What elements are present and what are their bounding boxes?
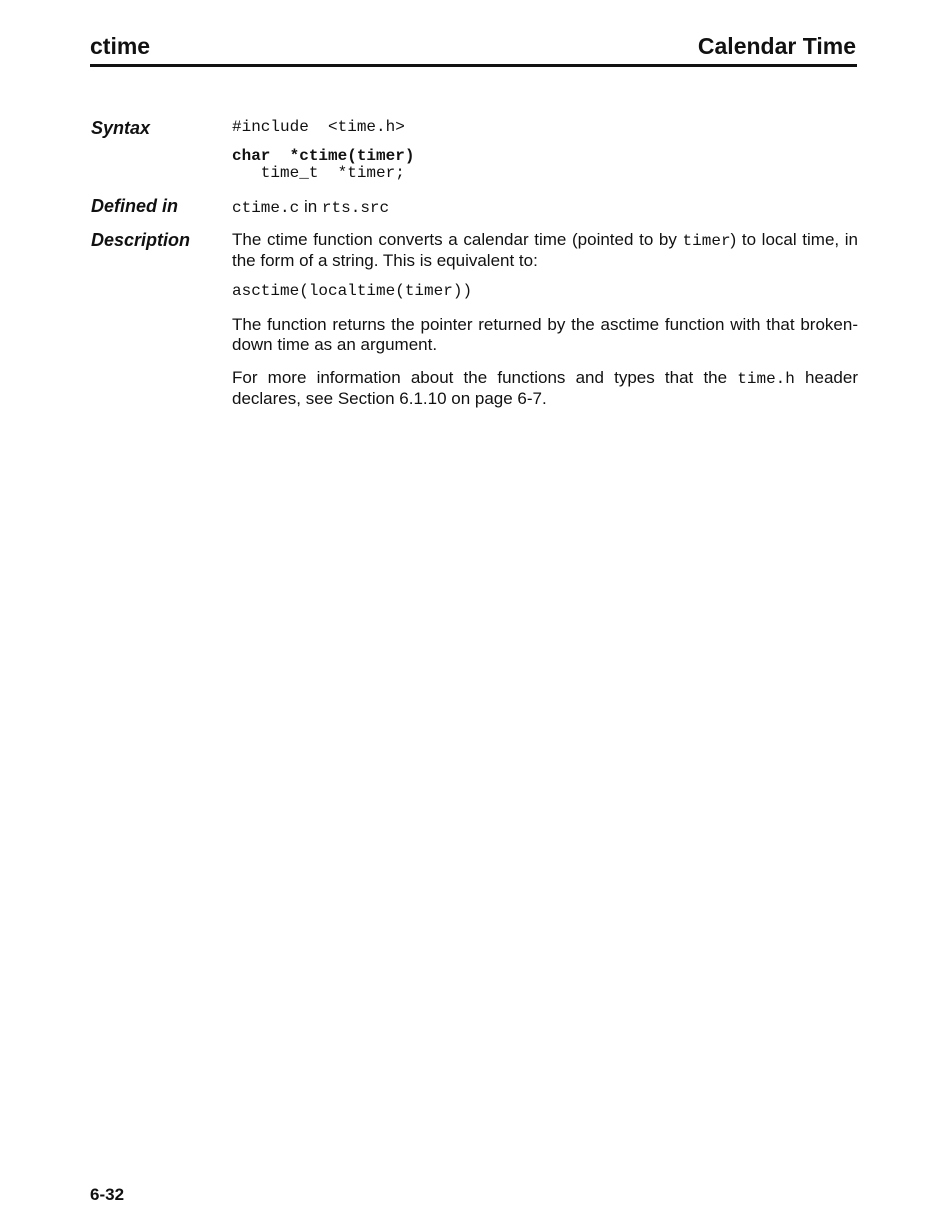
syntax-label: Syntax [91,118,151,138]
description-p3-text-b: header declares, see Section 6.1.10 on page 6-7. [232,368,858,408]
description-paragraph-1 [232,230,858,271]
description-p1-text-b: ) to local time, in the form of a string. This is equivalent to: [232,230,859,270]
description-label: Description [91,230,191,250]
defined-in-source: rts.src [321,199,390,217]
syntax-include-line: #include <time.h> [232,118,405,136]
syntax-parameter-line: time_t *timer; [232,164,405,182]
defined-in-block [232,197,858,218]
header-divider [90,64,857,67]
description-p1-text-a: The ctime function converts a calendar time (pointed to by [232,230,683,249]
description-p1-code: timer [682,232,731,250]
defined-in-file: ctime.c [232,199,300,217]
description-p3-code: time.h [737,370,795,388]
description-p3-text-a: For more information about the functions and types that the [232,368,738,387]
syntax-declaration-line: char *ctime(timer) [232,147,415,165]
description-paragraph-2: The function returns the pointer returned by the asctime function with that broken-down time as an argument. [232,315,858,354]
page-header-function-name: ctime [90,33,151,59]
page-header-section-title: Calendar Time [697,33,856,59]
description-paragraph-3 [232,368,858,409]
page-number: 6-32 [90,1185,125,1204]
defined-in-label: Defined in [91,196,179,216]
syntax-block [232,119,858,182]
description-block [232,230,858,409]
defined-in-connector: in [299,197,322,216]
description-code-example: asctime(localtime(timer)) [232,282,473,300]
